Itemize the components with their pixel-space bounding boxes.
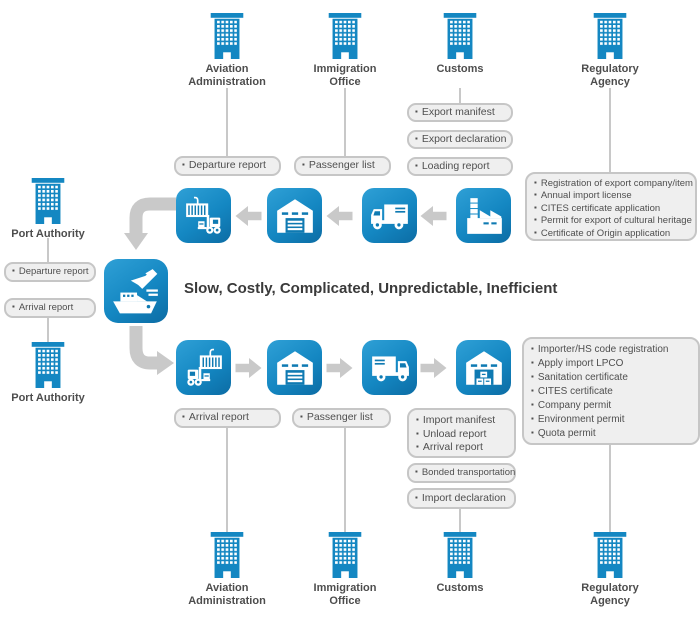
connector-immigration-top — [344, 88, 346, 156]
agency-label: Aviation Administration — [188, 582, 266, 607]
doc-box-departure-report-export — [174, 156, 281, 176]
doc-item: ▪ CITES certificate — [531, 385, 691, 399]
doc-item: ▪ Arrival report — [182, 411, 249, 425]
agency-regulatory-agency-bottom — [565, 532, 655, 607]
office-building-icon — [588, 532, 632, 578]
doc-item: ▪ Passenger list — [300, 411, 373, 425]
agency-customs-top — [415, 13, 505, 76]
import-step-transport — [362, 340, 417, 395]
warehouse-storage-icon — [463, 347, 505, 389]
forklift-container-icon — [183, 195, 225, 237]
doc-item: ▪ Permit for export of cultural heritage — [534, 215, 688, 227]
doc-box-bonded-transportation — [407, 463, 516, 483]
doc-item: ▪ Importer/HS code registration — [531, 343, 691, 357]
agency-port-authority-top — [3, 178, 93, 241]
doc-item: ▪ Passenger list — [302, 159, 375, 173]
office-building-icon — [323, 13, 367, 59]
doc-box-import-declaration — [407, 488, 516, 509]
doc-item: ▪ Export manifest — [415, 106, 495, 120]
truck-icon — [369, 195, 411, 237]
doc-item: ▪ Departure report — [182, 159, 266, 173]
arrow-warehouse-to-truck-icon — [326, 358, 353, 378]
arrow-forklift-to-warehouse-icon — [235, 358, 262, 378]
agency-label: Customs — [436, 582, 484, 594]
doc-item: ▪ Arrival report — [416, 441, 507, 455]
office-building-icon — [26, 178, 70, 224]
doc-box-arrival-report-import — [174, 408, 281, 428]
doc-item: ▪ Import manifest — [416, 414, 507, 428]
ship-and-plane-icon — [110, 265, 162, 317]
doc-item: ▪ Sanitation certificate — [531, 371, 691, 385]
arrow-truck-to-storage-icon — [420, 358, 447, 378]
office-building-icon — [588, 13, 632, 59]
export-step-warehouse — [267, 188, 322, 243]
connector-immigration-bottom — [344, 428, 346, 534]
office-building-icon — [438, 532, 482, 578]
office-building-icon — [205, 13, 249, 59]
doc-item: ▪ Apply import LPCO — [531, 357, 691, 371]
agency-immigration-office-top — [300, 13, 390, 88]
doc-item: ▪ Annual import license — [534, 190, 688, 202]
import-step-storage — [456, 340, 511, 395]
curved-arrow-export-to-hub — [110, 190, 182, 262]
arrow-warehouse-to-forklift-icon — [235, 206, 262, 226]
connector-aviation-top — [226, 88, 228, 156]
doc-item: ▪ Arrival report — [12, 301, 73, 315]
agency-label: Customs — [436, 63, 484, 75]
doc-item: ▪ Import declaration — [415, 492, 506, 506]
doc-box-import-customs-group — [407, 408, 516, 458]
agency-label: Regulatory Agency — [581, 582, 639, 607]
agency-aviation-administration-top — [182, 13, 272, 88]
connector-port-bottom — [47, 318, 49, 344]
connector-customs-bottom — [459, 509, 461, 534]
doc-item: ▪ Export declaration — [415, 133, 506, 147]
connector-port-top — [47, 238, 49, 263]
connector-regulatory-top — [609, 88, 611, 173]
export-step-factory — [456, 188, 511, 243]
office-building-icon — [438, 13, 482, 59]
curved-arrow-hub-to-import — [110, 326, 182, 378]
agency-label: Port Authority — [11, 228, 85, 240]
doc-item: ▪ Unload report — [416, 428, 507, 442]
doc-item: ▪ Environment permit — [531, 413, 691, 427]
import-step-warehouse — [267, 340, 322, 395]
office-building-icon — [323, 532, 367, 578]
agency-label: Regulatory Agency — [581, 63, 639, 88]
agency-immigration-office-bottom — [300, 532, 390, 607]
doc-item: ▪ Bonded transportation — [415, 466, 515, 480]
doc-box-export-manifest — [407, 103, 513, 122]
doc-item: ▪ Certificate of Origin application — [534, 228, 688, 240]
export-step-port-loading — [176, 188, 231, 243]
arrow-truck-to-warehouse-icon — [326, 206, 353, 226]
agency-label: Aviation Administration — [188, 63, 266, 88]
warehouse-icon — [274, 347, 316, 389]
factory-icon — [463, 195, 505, 237]
agency-aviation-administration-bottom — [182, 532, 272, 607]
doc-item: ▪ Loading report — [415, 160, 490, 174]
doc-box-regulatory-import-list — [522, 337, 700, 445]
connector-aviation-bottom — [226, 428, 228, 534]
doc-item: ▪ Company permit — [531, 399, 691, 413]
agency-port-authority-bottom — [3, 342, 93, 405]
doc-item: ▪ Registration of export company/item — [534, 178, 688, 190]
agency-label: Port Authority — [11, 392, 85, 404]
export-step-transport — [362, 188, 417, 243]
agency-regulatory-agency-top — [565, 13, 655, 88]
center-message: Slow, Costly, Complicated, Unpredictable, Inefficient — [184, 280, 558, 297]
doc-box-passenger-list-export — [294, 156, 391, 176]
doc-item: ▪ Quota permit — [531, 427, 691, 441]
doc-item: ▪ Departure report — [12, 265, 89, 279]
truck-icon — [369, 347, 411, 389]
doc-box-loading-report — [407, 157, 513, 176]
office-building-icon — [26, 342, 70, 388]
agency-customs-bottom — [415, 532, 505, 595]
transport-hub — [104, 259, 168, 323]
agency-label: Immigration Office — [313, 582, 377, 607]
doc-box-regulatory-export-list — [525, 172, 697, 241]
arrow-factory-to-truck-icon — [420, 206, 447, 226]
doc-box-port-arrival-report — [4, 298, 96, 318]
forklift-container-icon — [183, 347, 225, 389]
agency-label: Immigration Office — [313, 63, 377, 88]
doc-box-export-declaration — [407, 130, 513, 149]
import-step-port-unloading — [176, 340, 231, 395]
warehouse-icon — [274, 195, 316, 237]
office-building-icon — [205, 532, 249, 578]
doc-box-passenger-list-import — [292, 408, 391, 428]
connector-regulatory-bottom — [609, 445, 611, 534]
doc-box-port-departure-report — [4, 262, 96, 282]
doc-item: ▪ CITES certificate application — [534, 203, 688, 215]
